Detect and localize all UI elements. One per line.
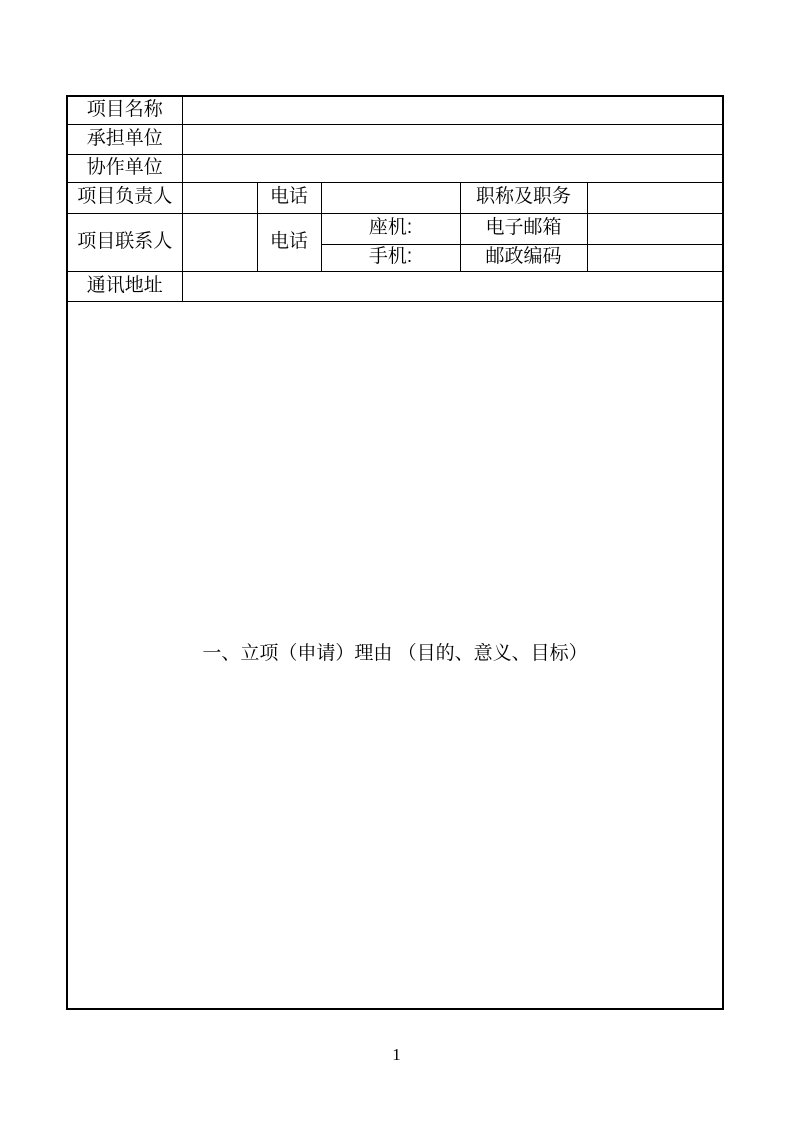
table-row bbox=[67, 182, 723, 213]
mailing-address-label: 通讯地址 bbox=[67, 271, 182, 301]
project-name-value-cell[interactable] bbox=[182, 96, 723, 124]
mobile-cell[interactable]: 手机: bbox=[321, 244, 460, 271]
project-leader-value-cell[interactable] bbox=[182, 182, 257, 213]
contact-phone-label: 电话 bbox=[257, 213, 321, 271]
table-row bbox=[67, 213, 723, 244]
postal-code-value-cell[interactable] bbox=[587, 244, 723, 271]
title-position-value-cell[interactable] bbox=[587, 182, 723, 213]
table-row bbox=[67, 96, 723, 124]
cooperating-unit-value-cell[interactable] bbox=[182, 154, 723, 182]
section-1-cell[interactable] bbox=[67, 301, 723, 1009]
email-value-cell[interactable] bbox=[587, 213, 723, 244]
section-1-heading: 一、立项（申请）理由 （目的、意义、目标） bbox=[202, 643, 588, 665]
project-leader-label: 项目负责人 bbox=[67, 182, 182, 213]
postal-code-label: 邮政编码 bbox=[460, 244, 587, 271]
undertaking-unit-label: 承担单位 bbox=[67, 124, 182, 154]
project-contact-value-cell[interactable] bbox=[182, 213, 257, 271]
undertaking-unit-value-cell[interactable] bbox=[182, 124, 723, 154]
title-position-label: 职称及职务 bbox=[460, 182, 587, 213]
table-row bbox=[67, 124, 723, 154]
cooperating-unit-label: 协作单位 bbox=[67, 154, 182, 182]
page-number: 1 bbox=[392, 1045, 401, 1064]
project-contact-label: 项目联系人 bbox=[67, 213, 182, 271]
leader-phone-label: 电话 bbox=[257, 182, 321, 213]
mailing-address-value-cell[interactable] bbox=[182, 271, 723, 301]
table-row bbox=[67, 301, 723, 1009]
table-row bbox=[67, 271, 723, 301]
leader-phone-value-cell[interactable] bbox=[321, 182, 460, 213]
application-form-table bbox=[66, 95, 724, 1010]
table-row bbox=[67, 154, 723, 182]
project-name-label: 项目名称 bbox=[67, 96, 182, 124]
email-label: 电子邮箱 bbox=[460, 213, 587, 244]
landline-cell[interactable]: 座机: bbox=[321, 213, 460, 244]
